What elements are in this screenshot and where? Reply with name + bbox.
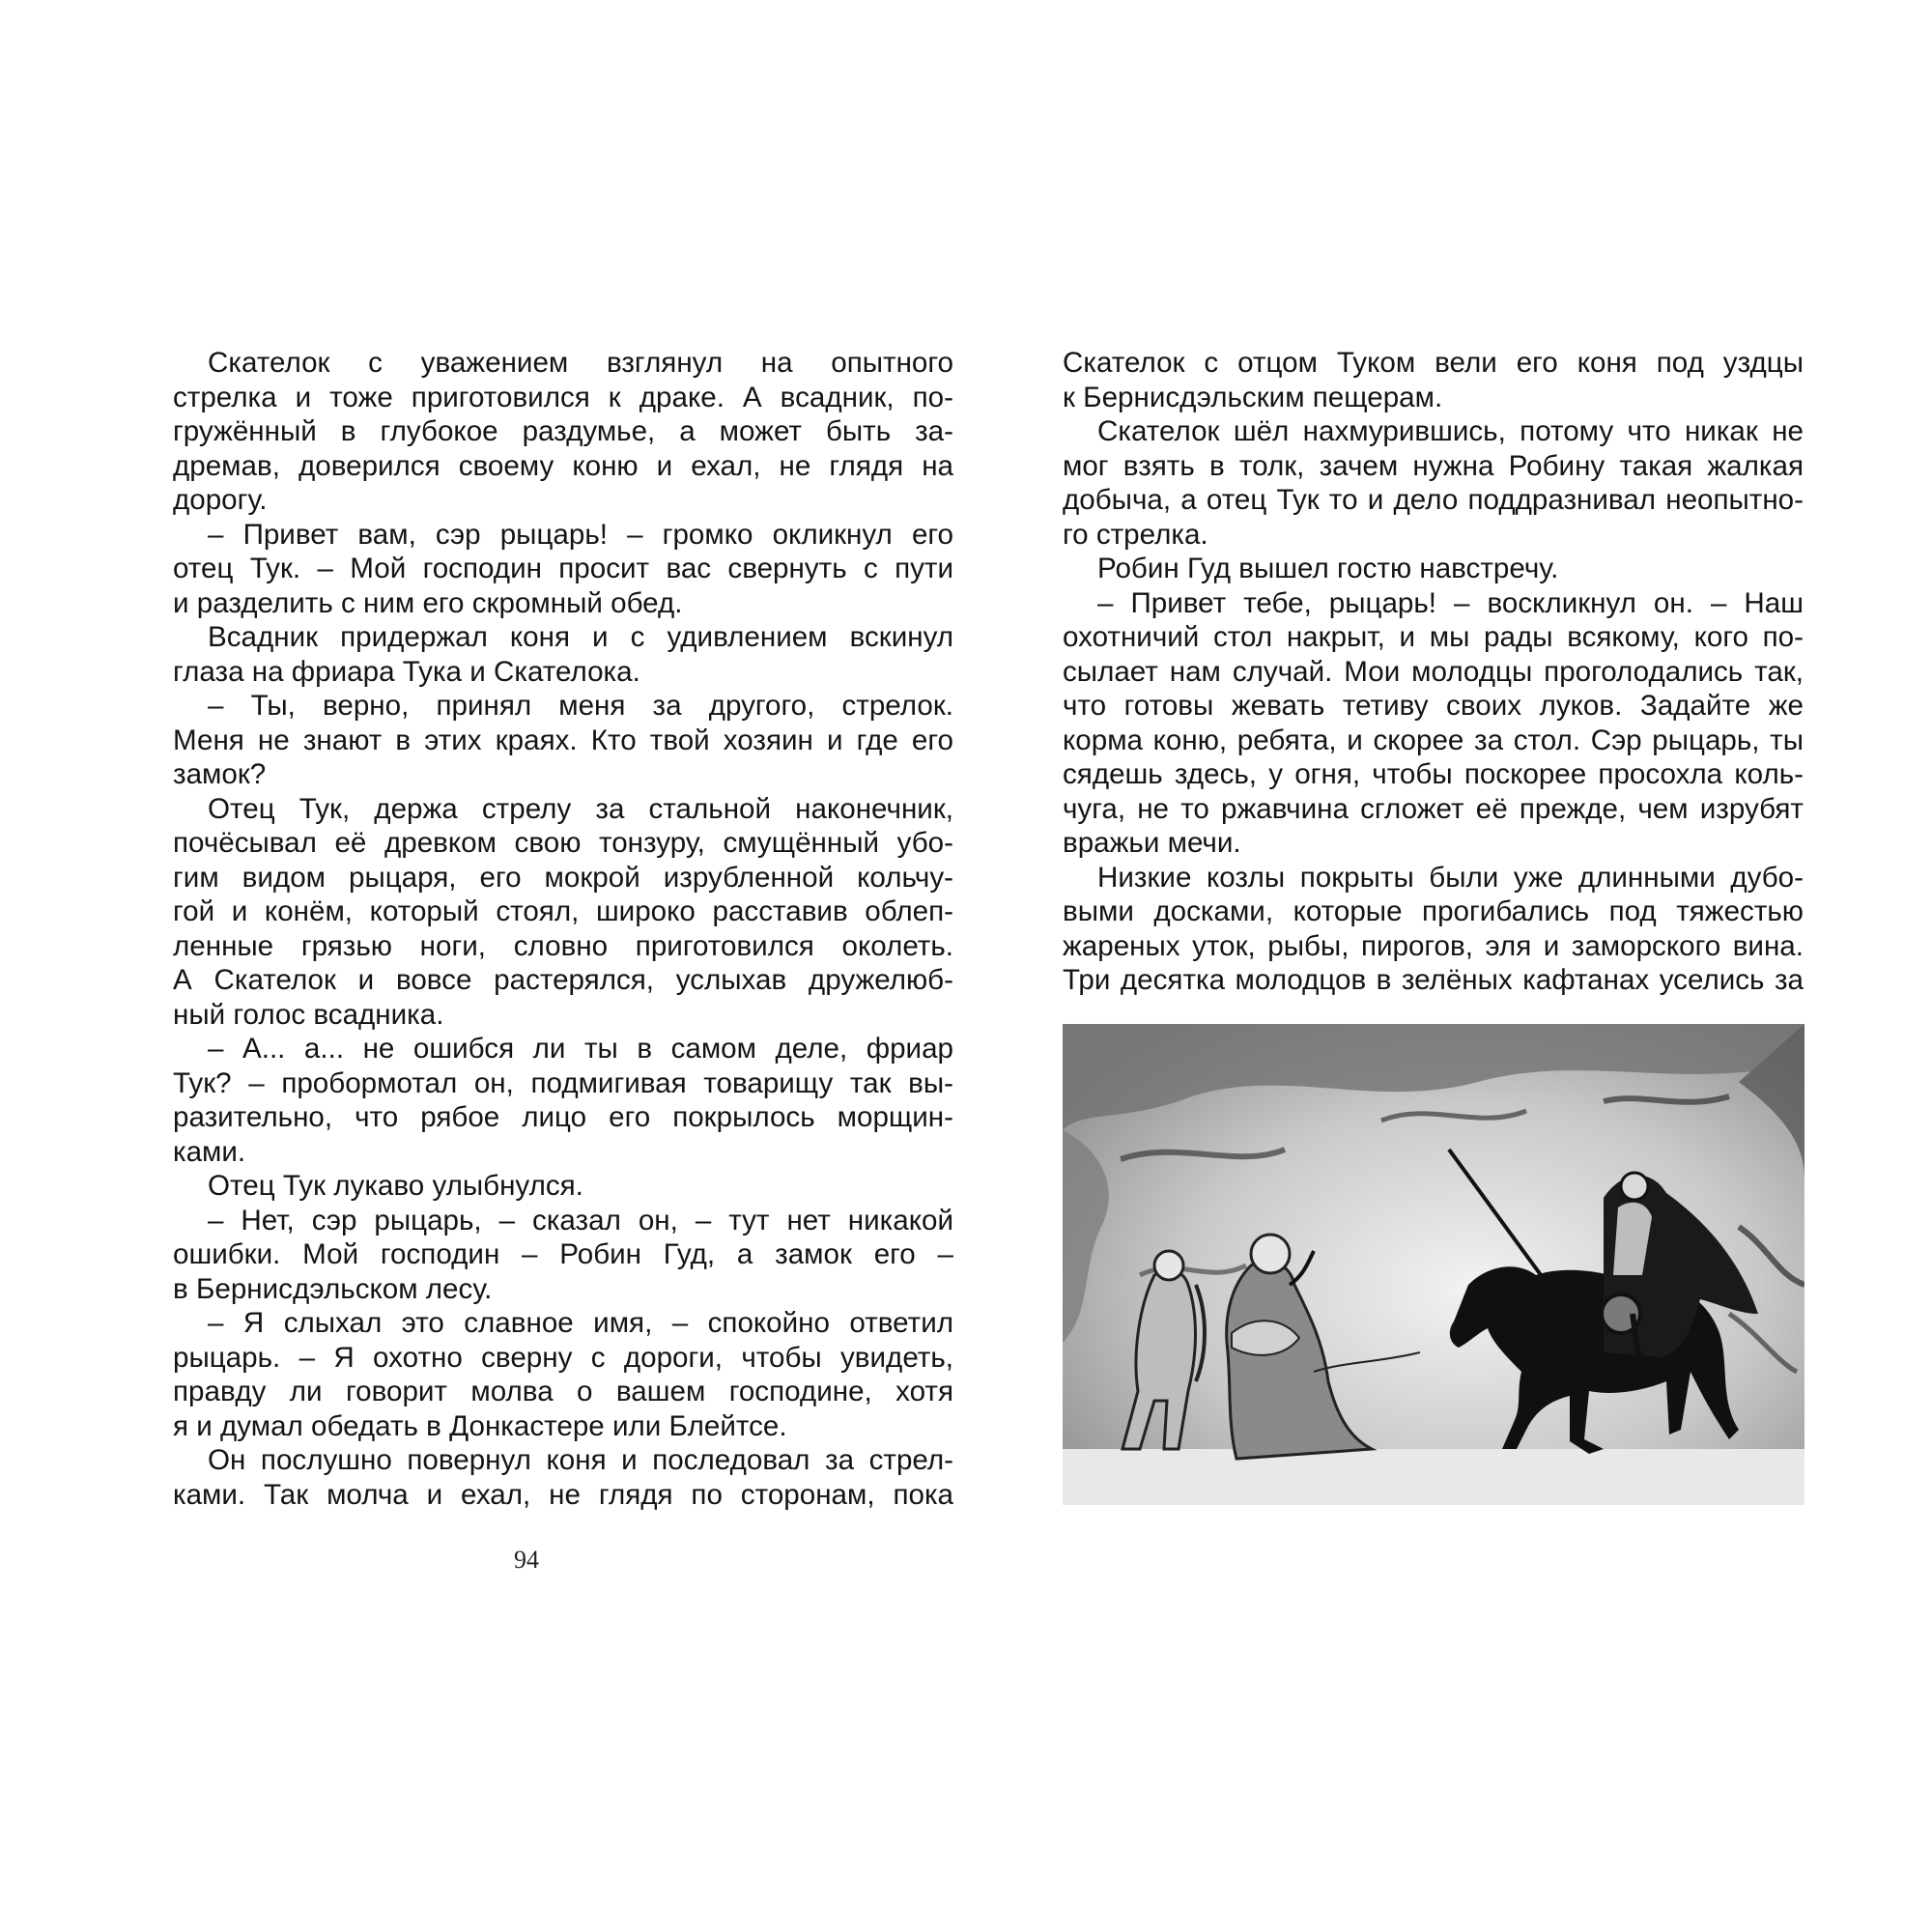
text-line: дорогу.	[173, 484, 268, 516]
ground	[1063, 1449, 1804, 1505]
text-line: гружённый в глубокое раздумье, а может быть за-	[173, 415, 953, 447]
text-line: – Привет тебе, рыцарь! – воскликнул он. – Наш	[1097, 586, 1804, 619]
text-line: – Ты, верно, принял меня за другого, стрелок.	[208, 690, 953, 722]
text-line: корма коню, ребята, и скорее за стол. Сэр рыцарь, ты	[1063, 724, 1804, 756]
page-number: 94	[514, 1546, 539, 1574]
text-line: вражьи мечи.	[1063, 827, 1241, 859]
text-line: выми досками, которые прогибались под тяжестью	[1063, 895, 1804, 927]
text-line: почёсывал её древком свою тонзуру, смущённый убо-	[173, 827, 953, 859]
text-line: гой и конём, который стоял, широко расставив облеп-	[173, 895, 953, 927]
text-line: глаза на фриара Тука и Скателока.	[173, 655, 640, 688]
text-line: ленные грязью ноги, словно приготовился околеть.	[173, 929, 953, 962]
text-line: Низкие козлы покрыты были уже длинными дубо-	[1097, 861, 1804, 894]
text-line: Отец Тук лукаво улыбнулся.	[208, 1170, 583, 1202]
text-line: сядешь здесь, у огня, чтобы поскорее просохла коль-	[1063, 758, 1804, 790]
text-line: Всадник придержал коня и с удивлением вскинул	[208, 621, 953, 653]
right-text-column	[1063, 346, 1804, 998]
text-line: – Привет вам, сэр рыцарь! – громко окликнул его	[208, 518, 953, 551]
text-line: ками. Так молча и ехал, не глядя по сторонам, пока	[173, 1478, 953, 1511]
text-line: ный голос всадника.	[173, 998, 444, 1031]
text-line: – А... а... не ошибся ли ты в самом деле, фриар	[208, 1033, 953, 1065]
text-line: Скателок с уважением взглянул на опытного	[208, 347, 953, 379]
text-line: А Скателок и вовсе растерялся, услыхав дружелюб-	[173, 964, 953, 996]
text-line: Скателок шёл нахмурившись, потому что никак не	[1097, 415, 1804, 447]
text-line: Отец Тук, держа стрелу за стальной наконечник,	[208, 792, 953, 825]
text-line: Он послушно повернул коня и последовал за стрел-	[208, 1444, 953, 1476]
illustration-knight-and-travelers	[1063, 1024, 1804, 1505]
text-line: я и думал обедать в Донкастере или Блейтсе.	[173, 1409, 787, 1442]
text-line: мог взять в толк, зачем нужна Робину такая жалкая	[1063, 449, 1804, 482]
text-line: го стрелка.	[1063, 518, 1208, 551]
text-line: ками.	[173, 1135, 246, 1168]
text-line: охотничий стол накрыт, и мы рады всякому, кого по-	[1063, 621, 1804, 653]
text-line: добыча, а отец Тук то и дело поддразнивал неопытно-	[1063, 484, 1804, 516]
text-line: правду ли говорит молва о вашем господине, хотя	[173, 1376, 953, 1407]
text-line: Тук? – пробормотал он, подмигивая товарищу так вы-	[173, 1066, 953, 1099]
text-line: ошибки. Мой господин – Робин Гуд, а замок его –	[173, 1238, 953, 1270]
text-line: сылает нам случай. Мои молодцы проголодались так,	[1063, 655, 1804, 688]
text-line: в Бернисдэльском лесу.	[173, 1272, 493, 1305]
text-line: чуга, не то ржавчина сгложет её прежде, чем изрубят	[1063, 792, 1804, 825]
left-text-column	[173, 346, 953, 1512]
text-line: – Нет, сэр рыцарь, – сказал он, – тут нет никакой	[208, 1204, 953, 1236]
text-line: к Бернисдэльским пещерам.	[1063, 381, 1443, 413]
text-line: жареных уток, рыбы, пирогов, эля и заморского вина.	[1063, 929, 1804, 962]
text-line: стрелка и тоже приготовился к драке. А всадник, по-	[173, 381, 953, 413]
text-line: гим видом рыцаря, его мокрой изрубленной кольчу-	[173, 861, 953, 894]
text-line: Робин Гуд вышел гостю навстречу.	[1097, 553, 1559, 584]
text-line: – Я слыхал это славное имя, – спокойно ответил	[208, 1307, 953, 1339]
text-line: что готовы жевать тетиву своих луков. Задайте же	[1063, 690, 1804, 722]
text-line: замок?	[173, 758, 267, 790]
text-line: Три десятка молодцов в зелёных кафтанах уселись за	[1063, 964, 1804, 996]
text-line: Скателок с отцом Туком вели его коня под уздцы	[1063, 347, 1804, 379]
text-line: разительно, что рябое лицо его покрылось морщин-	[173, 1101, 953, 1133]
text-line: и разделить с ним его скромный обед.	[173, 586, 683, 619]
text-line: отец Тук. – Мой господин просит вас свернуть с пути	[173, 553, 953, 584]
text-line: дремав, доверился своему коню и ехал, не глядя на	[173, 449, 953, 482]
text-line: рыцарь. – Я охотно сверну с дороги, чтобы увидеть,	[173, 1341, 953, 1374]
text-line: Меня не знают в этих краях. Кто твой хозяин и где его	[173, 724, 953, 756]
